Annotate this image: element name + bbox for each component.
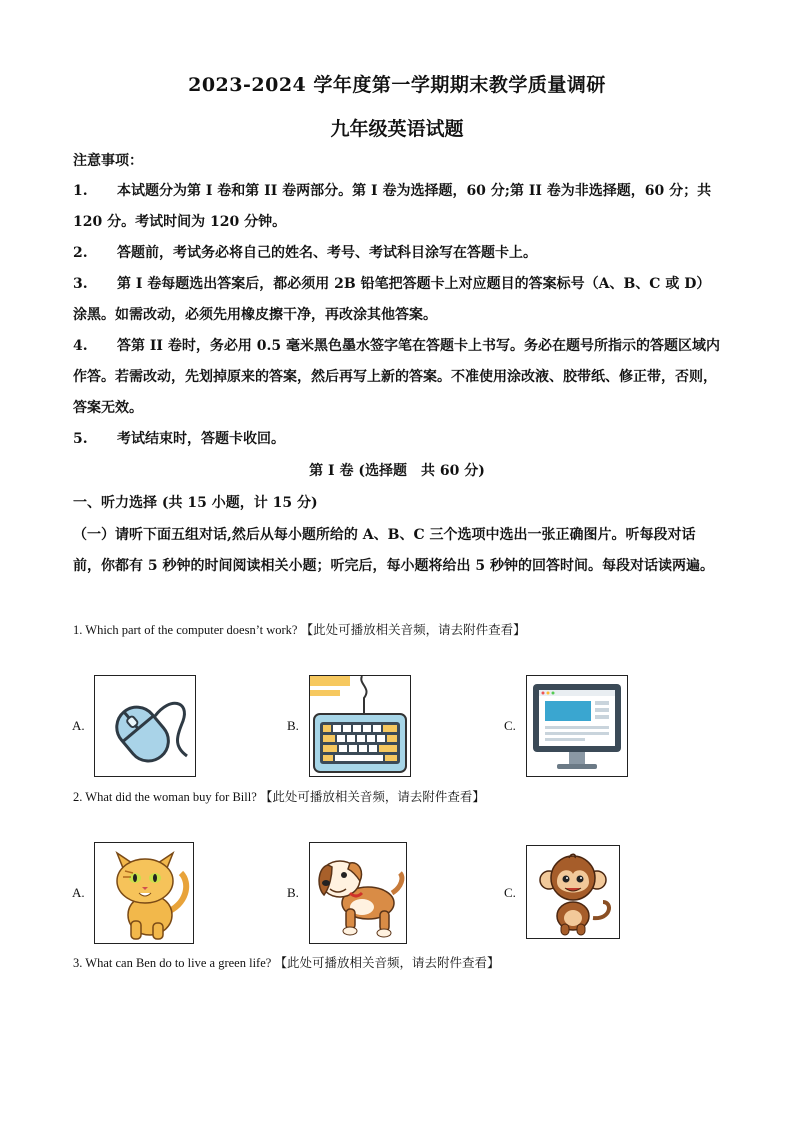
note-number: 3. [73, 276, 88, 292]
dog-image-option[interactable] [309, 842, 407, 944]
note-number: 5. [73, 431, 88, 447]
note-number: 2. [73, 245, 88, 261]
option-label-b: B. [287, 885, 299, 900]
monkey-image-option[interactable] [526, 845, 620, 939]
section-title: 第 I 卷 (选择题 共 60 分) [309, 463, 485, 479]
note-text: 答第 II 卷时，务必用 0.5 毫米黑色墨水签字笔在答题卡上书写。务必在题号所指示的答题区域内作答。若需改动，先划掉原来的答案，然后再写上新的答案。不准使用涂改液、胶带纸、修正带，否则，答案无效。 [73, 338, 720, 416]
note-text: 考试结束时，答题卡收回。 [117, 431, 285, 447]
note-item-3 [73, 269, 721, 331]
monitor-icon [527, 676, 627, 776]
option-label-c: C. [504, 885, 516, 900]
note-item-1 [73, 176, 721, 238]
audio-link[interactable]: 【此处可播放相关音频，请去附件查看】 [259, 789, 485, 804]
question-3 [73, 953, 499, 971]
computer-mouse-icon [95, 676, 195, 776]
exam-subtitle: 九年级英语试题 [330, 118, 464, 140]
cat-icon [95, 843, 193, 943]
note-item-2 [73, 238, 721, 269]
monitor-image-option[interactable] [526, 675, 628, 777]
exam-title: 2023-2024 学年度第一学期期末教学质量调研 [188, 74, 606, 96]
option-label-a: A. [72, 885, 85, 900]
notes-heading: 注意事项： [73, 153, 143, 169]
option-label-a: A. [72, 718, 85, 733]
keyboard-icon [310, 676, 410, 776]
audio-link[interactable]: 【此处可播放相关音频，请去附件查看】 [300, 622, 526, 637]
dog-icon [310, 843, 406, 943]
question-text: 2. What did the woman buy for Bill? [73, 790, 257, 804]
part-heading: 一、听力选择 (共 15 小题，计 15 分) [73, 495, 318, 511]
note-number: 4. [73, 338, 88, 354]
option-label-b: B. [287, 718, 299, 733]
mouse-image-option[interactable] [94, 675, 196, 777]
cat-image-option[interactable] [94, 842, 194, 944]
question-1 [73, 620, 526, 638]
note-item-5 [73, 424, 721, 455]
question-text: 1. Which part of the computer doesn’t work? [73, 623, 298, 637]
note-text: 第 I 卷每题选出答案后，都必须用 2B 铅笔把答题卡上对应题目的答案标号（A、B、C 或 D）涂黑。如需改动，必须先用橡皮擦干净，再改涂其他答案。 [73, 276, 711, 323]
listening-instruction: （一）请听下面五组对话,然后从每小题所给的 A、B、C 三个选项中选出一张正确图片。听每段对话前，你都有 5 秒钟的时间阅读相关小题；听完后，每小题将给出 5 秒钟的回答时间。每段对话读两遍。 [73, 527, 714, 574]
keyboard-image-option[interactable] [309, 675, 411, 777]
audio-link[interactable]: 【此处可播放相关音频，请去附件查看】 [274, 955, 500, 970]
note-item-4 [73, 331, 721, 424]
note-text: 答题前，考试务必将自己的姓名、考号、考试科目涂写在答题卡上。 [117, 245, 537, 261]
option-label-c: C. [504, 718, 516, 733]
question-text: 3. What can Ben do to live a green life? [73, 956, 272, 970]
monkey-icon [527, 846, 619, 938]
note-text: 本试题分为第 I 卷和第 II 卷两部分。第 I 卷为选择题，60 分;第 II 卷为非选择题，60 分；共 120 分。考试时间为 120 分钟。 [73, 183, 712, 230]
question-2 [73, 787, 485, 805]
note-number: 1. [73, 183, 88, 199]
